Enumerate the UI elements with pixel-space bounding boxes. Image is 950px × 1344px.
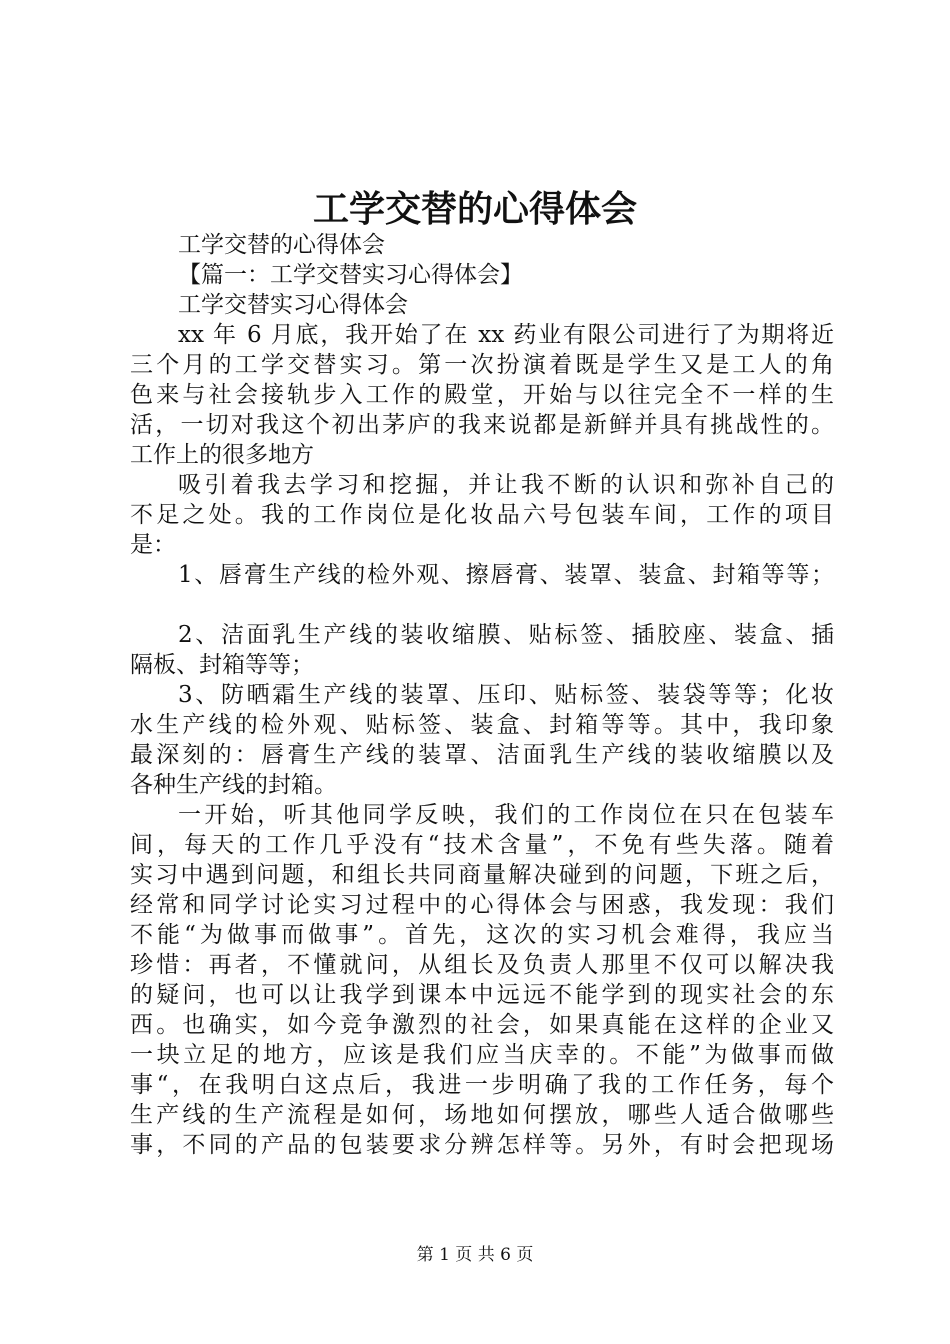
paragraph-line: 活，一切对我这个初出茅庐的我来说都是新鲜并具有挑战性的。 [130, 412, 834, 438]
paragraph-line: 工作上的很多地方 [130, 442, 314, 468]
paragraph-line: 3、防晒霜生产线的装罩、压印、贴标签、装袋等等；化妆 [178, 682, 834, 708]
paragraph-line: 色来与社会接轨步入工作的殿堂，开始与以往完全不一样的生 [130, 382, 834, 408]
document-title: 工学交替的心得体会 [312, 188, 637, 230]
paragraph-line: 是： [130, 532, 176, 558]
paragraph-line: 1、唇膏生产线的检外观、擦唇膏、装罩、装盒、封箱等等； [178, 562, 834, 588]
paragraph-line: 隔板、封箱等等； [130, 652, 314, 678]
paragraph-line: 事“，在我明白这点后，我进一步明确了我的工作任务，每个 [130, 1072, 834, 1098]
page-footer: 第 1 页 共 6 页 [416, 1245, 534, 1265]
paragraph-line: 一开始，听其他同学反映，我们的工作岗位在只在包装车 [178, 802, 834, 828]
paragraph-line: 事，不同的产品的包装要求分辨怎样等。另外，有时会把现场 [130, 1132, 834, 1158]
paragraph-line: 吸引着我去学习和挖掘，并让我不断的认识和弥补自己的 [178, 472, 834, 498]
paragraph-line: 不足之处。我的工作岗位是化妆品六号包装车间，工作的项目 [130, 502, 834, 528]
paragraph-line: 西。也确实，如今竞争激烈的社会，如果真能在这样的企业又 [130, 1012, 834, 1038]
paragraph-line: 实习中遇到问题，和组长共同商量解决碰到的问题，下班之后， [130, 862, 834, 888]
paragraph-line: 的疑问，也可以让我学到课本中远远不能学到的现实社会的东 [130, 982, 834, 1008]
paragraph-line: 【篇一：工学交替实习心得体会】 [178, 262, 523, 288]
paragraph-line: 一块立足的地方，应该是我们应当庆幸的。不能”为做事而做 [130, 1042, 834, 1068]
blank-line [130, 590, 834, 620]
paragraph-line: 工学交替实习心得体会 [178, 292, 408, 318]
paragraph-line: 经常和同学讨论实习过程中的心得体会与困惑，我发现：我们 [130, 892, 834, 918]
paragraph-line: 工学交替的心得体会 [178, 232, 385, 258]
paragraph-line: 生产线的生产流程是如何，场地如何摆放，哪些人适合做哪些 [130, 1102, 834, 1128]
paragraph-line: xx 年 6 月底，我开始了在 xx 药业有限公司进行了为期将近 [178, 322, 834, 348]
paragraph-line: 珍惜：再者，不懂就问，从组长及负责人那里不仅可以解决我 [130, 952, 834, 978]
paragraph-line: 各种生产线的封箱。 [130, 772, 337, 798]
paragraph-line: 三个月的工学交替实习。第一次扮演着既是学生又是工人的角 [130, 352, 834, 378]
paragraph-line: 最深刻的：唇膏生产线的装罩、洁面乳生产线的装收缩膜以及 [130, 742, 834, 768]
paragraph-line: 间，每天的工作几乎没有“技术含量”，不免有些失落。随着 [130, 832, 834, 858]
paragraph-line: 2、洁面乳生产线的装收缩膜、贴标签、插胶座、装盒、插 [178, 622, 834, 648]
paragraph-line: 水生产线的检外观、贴标签、装盒、封箱等等。其中，我印象 [130, 712, 834, 738]
paragraph-line: 不能“为做事而做事”。首先，这次的实习机会难得，我应当 [130, 922, 834, 948]
document-body [130, 230, 834, 1160]
